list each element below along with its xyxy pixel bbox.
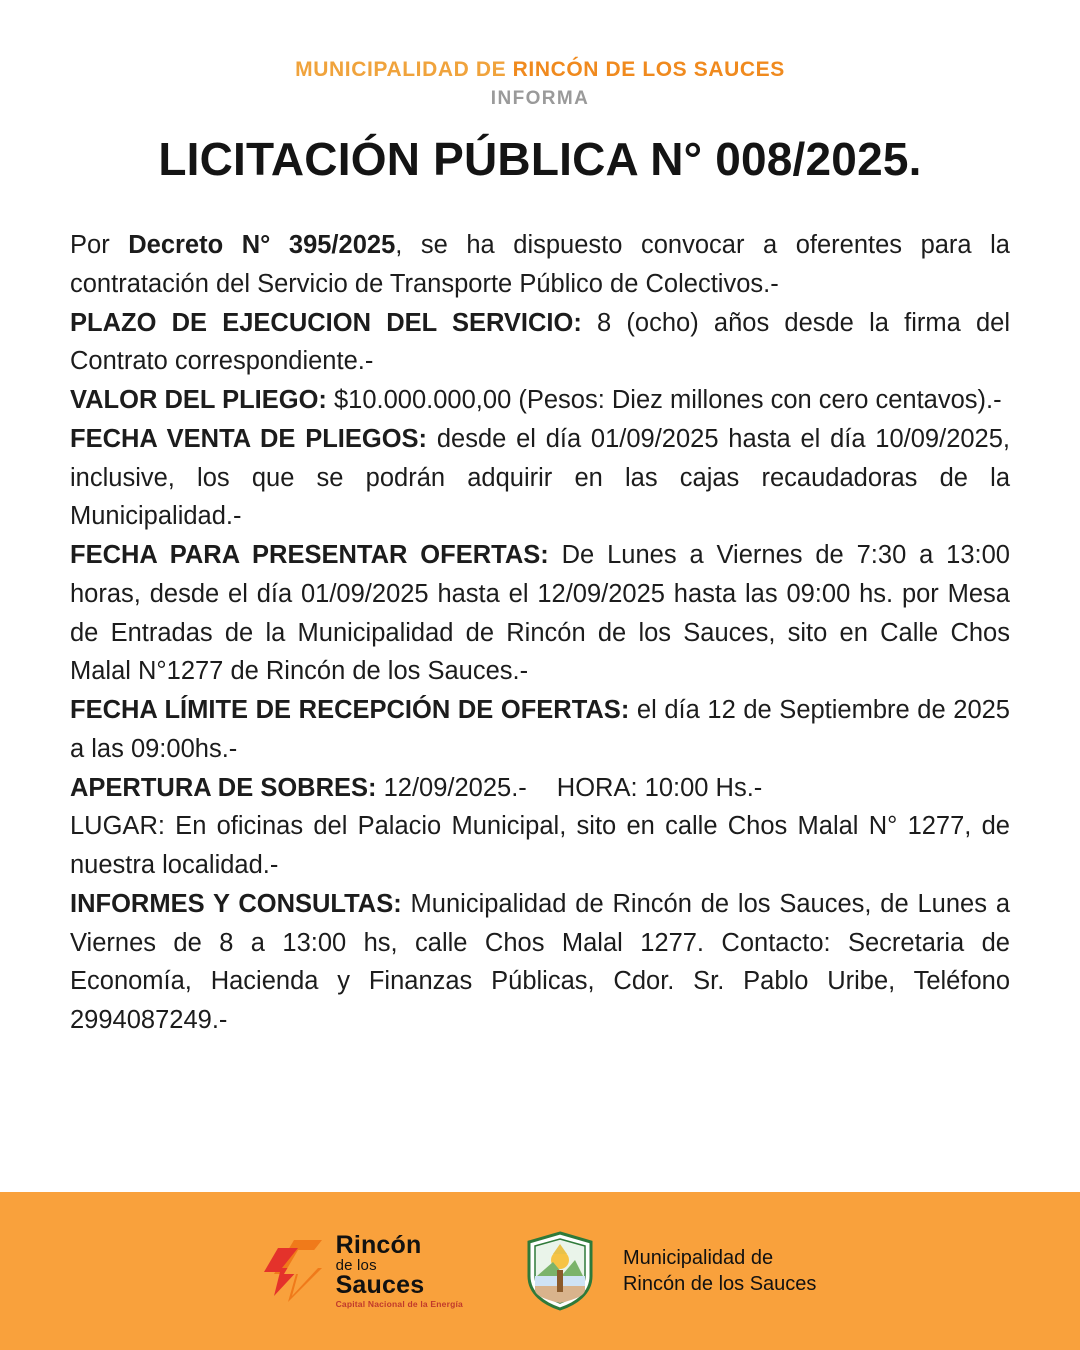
label-plazo-ejecucion: PLAZO DE EJECUCION DEL SERVICIO: <box>70 308 582 337</box>
paragraph-informes <box>70 885 1010 1040</box>
header-kicker <box>0 58 1080 82</box>
paragraph-lugar <box>70 807 1010 885</box>
intro-lead: Por <box>70 231 129 259</box>
text-presentar-ofertas: De Lunes a Viernes de 7:30 a 13:00 horas, desde el día 01/09/2025 hasta el 12/09/2025 hasta las 09:00 hs. por Mesa de Entradas de la Municipalidad de Rincón de los Sauces, sito en Calle Chos Malal N°1277 de Rincón de los Sauces.- <box>70 541 1010 686</box>
label-valor-pliego: VALOR DEL PLIEGO: <box>70 386 327 414</box>
paragraph-limite-recepcion <box>70 691 1010 769</box>
paragraph-venta-pliegos <box>70 420 1010 536</box>
label-informes-consultas: INFORMES Y CONSULTAS: <box>70 889 402 918</box>
text-informes-consultas: Municipalidad de Rincón de los Sauces, de Lunes a Viernes de 8 a 13:00 hs, calle Chos Malal 1277. Contacto: Secretaria de Economía, Hacienda y Finanzas Públicas, Cdor. Sr. Pablo Uribe, Teléfono 2994087249.- <box>70 889 1010 1034</box>
header-informa: INFORMA <box>490 88 590 109</box>
intro-decreto: Decreto N° 395/2025 <box>128 231 396 259</box>
energy-arrow-icon <box>264 1238 326 1304</box>
text-lugar: LUGAR: En oficinas del Palacio Municipal, sito en calle Chos Malal N° 1277, de nuestra localidad.- <box>70 812 1010 879</box>
label-limite-recepcion: FECHA LÍMITE DE RECEPCIÓN DE OFERTAS: <box>70 696 630 724</box>
header <box>0 0 1080 186</box>
rincon-de-los-sauces-logo <box>264 1233 463 1309</box>
label-apertura-sobres: APERTURA DE SOBRES: <box>70 773 377 802</box>
header-kicker-city: RINCÓN DE LOS SAUCES <box>512 58 785 81</box>
paragraph-plazo <box>70 304 1010 382</box>
footer-content <box>264 1230 817 1312</box>
paragraph-valor-pliego <box>70 381 1010 420</box>
intro-rest: , se ha dispuesto convocar a oferentes para la contratación del Servicio de Transporte Público de Colectivos.- <box>70 231 1010 298</box>
paragraph-intro <box>70 226 1010 304</box>
text-apertura-sobres: 12/09/2025.- <box>376 773 527 802</box>
text-plazo-ejecucion: 8 (ocho) años desde la firma del Contrato correspondiente.- <box>70 308 1010 376</box>
text-venta-pliegos: desde el día 01/09/2025 hasta el día 10/09/2025, inclusive, los que se podrán adquirir en las cajas recaudadoras de la Municipalidad.- <box>70 424 1011 531</box>
municipality-name <box>623 1245 816 1298</box>
municipality-line-1: Municipalidad de <box>622 1246 774 1269</box>
text-valor-pliego: $10.000.000,00 (Pesos: Diez millones con cero centavos).- <box>326 386 1002 414</box>
label-venta-pliegos: FECHA VENTA DE PLIEGOS: <box>70 424 428 453</box>
page-title: LICITACIÓN PÚBLICA N° 008/2025. <box>158 133 922 185</box>
header-kicker-municipalidad: MUNICIPALIDAD DE <box>295 58 513 81</box>
logo-line-1: Rincón <box>335 1231 422 1260</box>
logo-tagline: Capital Nacional de la Energía <box>335 1299 463 1310</box>
footer-bar <box>0 1192 1080 1350</box>
paragraph-presentar-ofertas <box>70 536 1010 691</box>
paragraph-apertura-sobres <box>70 769 1010 808</box>
logo-wordmark <box>336 1233 463 1309</box>
text-hora-apertura: HORA: 10:00 Hs.- <box>556 773 763 802</box>
logo-line-2: de los <box>335 1257 377 1275</box>
municipality-line-2: Rincón de los Sauces <box>622 1273 817 1295</box>
municipal-coat-of-arms-icon <box>523 1230 597 1312</box>
notice-body <box>70 226 1010 1040</box>
label-presentar-ofertas: FECHA PARA PRESENTAR OFERTAS: <box>70 541 549 569</box>
logo-line-3: Sauces <box>335 1271 425 1300</box>
text-limite-recepcion: el día 12 de Septiembre de 2025 a las 09:00hs.- <box>70 696 1010 763</box>
